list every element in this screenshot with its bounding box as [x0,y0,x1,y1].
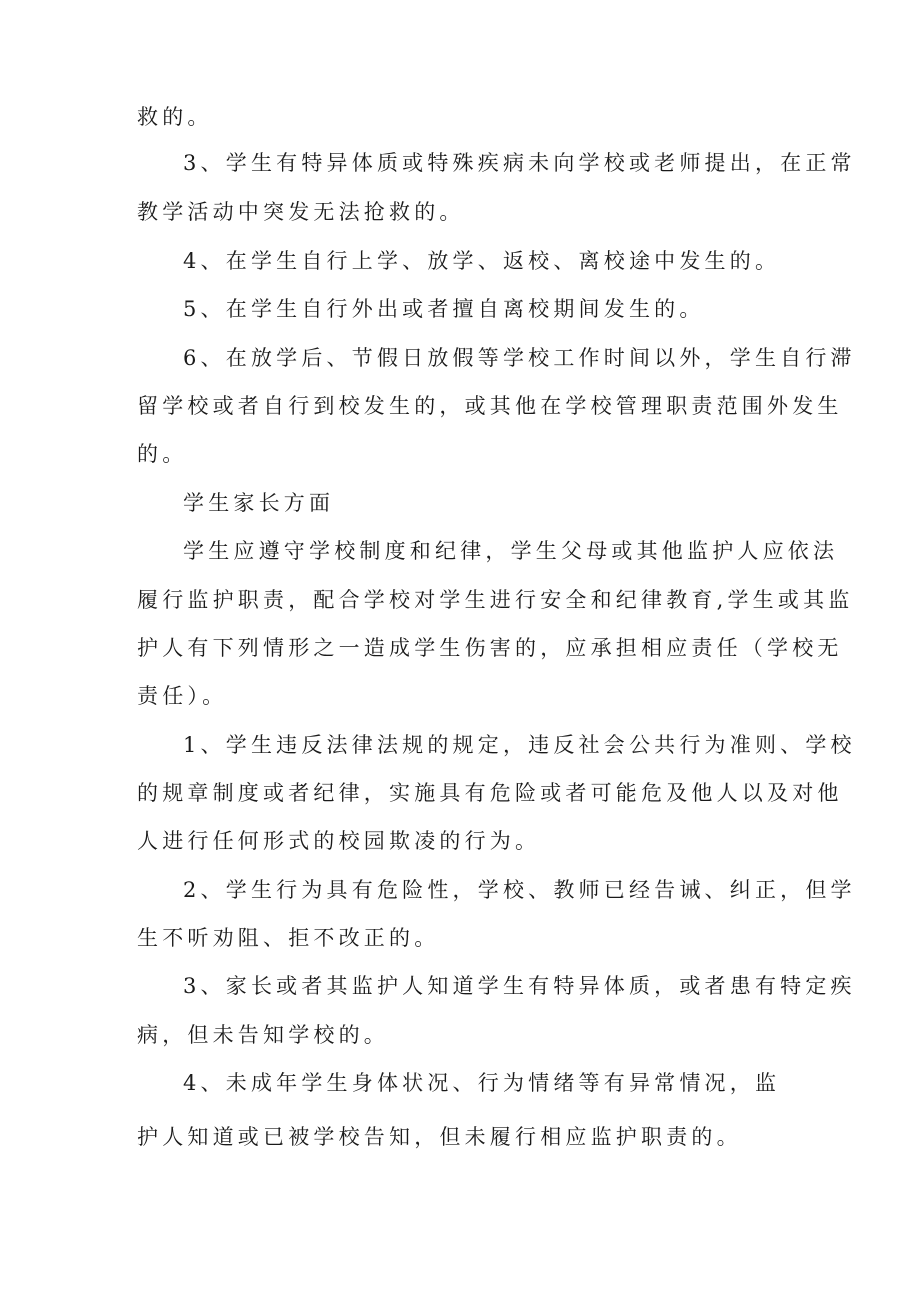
text-line: 救的。 [137,105,213,129]
text-line: 4、未成年学生身体状况、行为情绪等有异常情况，监 [183,1071,781,1095]
text-line: 生不听劝阻、拒不改正的。 [137,926,440,950]
text-line: 1、学生违反法律法规的规定，违反社会公共行为准则、学校 [183,733,856,757]
text-line: 留学校或者自行到校发生的，或其他在学校管理职责范围外发生 [137,394,843,418]
text-line: 6、在放学后、节假日放假等学校工作时间以外，学生自行滞 [183,346,856,370]
text-line: 护人有下列情形之一造成学生伤害的，应承担相应责任（学校无 [137,636,843,660]
text-line: 学生应遵守学校制度和纪律，学生父母或其他监护人应依法 [183,539,839,563]
text-line: 3、学生有特异体质或特殊疾病未向学校或老师提出，在正常 [183,151,856,175]
text-line: 教学活动中突发无法抢救的。 [137,200,465,224]
text-line: 3、家长或者其监护人知道学生有特异体质，或者患有特定疾 [183,974,856,998]
text-line: 2、学生行为具有危险性，学校、教师已经告诫、纠正，但学 [183,878,856,902]
section-heading: 学生家长方面 [183,491,335,515]
text-line: 5、在学生自行外出或者擅自离校期间发生的。 [183,297,705,321]
text-line: 4、在学生自行上学、放学、返校、离校途中发生的。 [183,249,781,273]
text-line: 责任）。 [137,684,228,708]
text-line: 履行监护职责，配合学校对学生进行安全和纪律教育,学生或其监 [137,588,854,612]
text-line: 护人知道或已被学校告知，但未履行相应监护职责的。 [137,1125,742,1149]
text-line: 病，但未告知学校的。 [137,1023,389,1047]
text-line: 的。 [137,442,188,466]
text-line: 人进行任何形式的校园欺凌的行为。 [137,829,541,853]
text-line: 的规章制度或者纪律，实施具有危险或者可能危及他人以及对他 [137,781,843,805]
